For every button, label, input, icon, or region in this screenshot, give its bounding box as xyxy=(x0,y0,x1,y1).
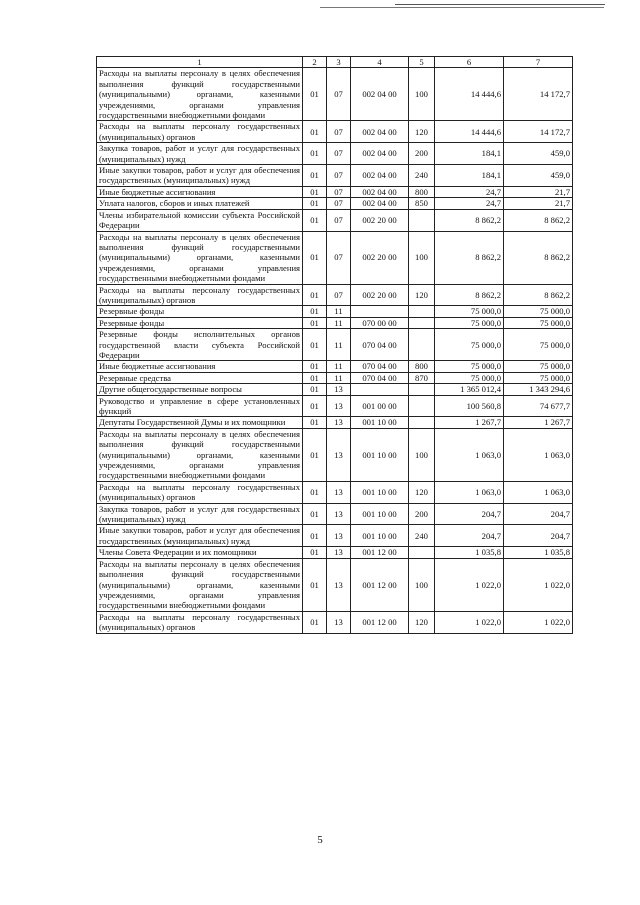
subsection-code-cell: 07 xyxy=(327,121,351,143)
amount-col7-cell: 1 022,0 xyxy=(504,611,573,633)
table-row xyxy=(97,306,573,317)
expense-type-cell: 100 xyxy=(409,231,435,284)
target-article-cell: 002 04 00 xyxy=(351,143,409,165)
subsection-code-cell: 11 xyxy=(327,361,351,372)
section-code-cell: 01 xyxy=(303,611,327,633)
table-row xyxy=(97,372,573,383)
target-article-cell: 001 12 00 xyxy=(351,611,409,633)
subsection-code-cell: 07 xyxy=(327,68,351,121)
table-header-row xyxy=(97,57,573,68)
section-code-cell: 01 xyxy=(303,121,327,143)
target-article-cell: 002 04 00 xyxy=(351,121,409,143)
section-code-cell: 01 xyxy=(303,284,327,306)
subsection-code-cell: 07 xyxy=(327,284,351,306)
amount-col7-cell: 8 862,2 xyxy=(504,284,573,306)
row-name-cell: Резервные фонды исполнительных органов государственной власти субъекта Российской Федерации xyxy=(97,329,303,361)
row-name-cell: Иные закупки товаров, работ и услуг для обеспечения государственных (муниципальных) нужд xyxy=(97,165,303,187)
table-row xyxy=(97,558,573,611)
row-name-cell: Расходы на выплаты персоналу в целях обеспечения выполнения функций государственными (муниципальными) органами, казенными учреждениями, органами управления государственными внебюджетными фондами xyxy=(97,231,303,284)
subsection-code-cell: 13 xyxy=(327,503,351,525)
target-article-cell: 002 04 00 xyxy=(351,68,409,121)
expense-type-cell: 120 xyxy=(409,284,435,306)
section-code-cell: 01 xyxy=(303,306,327,317)
table-row xyxy=(97,503,573,525)
amount-col6-cell: 14 444,6 xyxy=(435,68,504,121)
expense-type-cell: 120 xyxy=(409,611,435,633)
amount-col6-cell: 1 267,7 xyxy=(435,417,504,428)
amount-col7-cell: 21,7 xyxy=(504,198,573,209)
subsection-code-cell: 13 xyxy=(327,558,351,611)
amount-col6-cell: 1 365 012,4 xyxy=(435,384,504,395)
subsection-code-cell: 13 xyxy=(327,384,351,395)
amount-col6-cell: 1 063,0 xyxy=(435,428,504,481)
row-name-cell: Члены избирательной комиссии субъекта Российской Федерации xyxy=(97,209,303,231)
amount-col7-cell: 75 000,0 xyxy=(504,329,573,361)
amount-col6-cell: 1 022,0 xyxy=(435,558,504,611)
amount-col7-cell: 14 172,7 xyxy=(504,68,573,121)
table-row xyxy=(97,384,573,395)
row-name-cell: Расходы на выплаты персоналу в целях обеспечения выполнения функций государственными (муниципальными) органами, казенными учреждениями, органами управления государственными внебюджетными фондами xyxy=(97,428,303,481)
target-article-cell: 002 04 00 xyxy=(351,165,409,187)
amount-col7-cell: 459,0 xyxy=(504,143,573,165)
table-row xyxy=(97,198,573,209)
page-number: 5 xyxy=(317,834,323,846)
section-code-cell: 01 xyxy=(303,417,327,428)
row-name-cell: Руководство и управление в сфере установленных функций xyxy=(97,395,303,417)
table-row xyxy=(97,329,573,361)
column-header: 2 xyxy=(303,57,327,68)
amount-col7-cell: 75 000,0 xyxy=(504,372,573,383)
section-code-cell: 01 xyxy=(303,143,327,165)
table-body xyxy=(97,68,573,633)
section-code-cell: 01 xyxy=(303,329,327,361)
subsection-code-cell: 07 xyxy=(327,209,351,231)
target-article-cell xyxy=(351,384,409,395)
amount-col6-cell: 1 063,0 xyxy=(435,481,504,503)
amount-col7-cell: 74 677,7 xyxy=(504,395,573,417)
table-row xyxy=(97,547,573,558)
table-row xyxy=(97,525,573,547)
section-code-cell: 01 xyxy=(303,186,327,197)
amount-col6-cell: 75 000,0 xyxy=(435,329,504,361)
table-row xyxy=(97,428,573,481)
subsection-code-cell: 13 xyxy=(327,547,351,558)
expense-type-cell: 800 xyxy=(409,186,435,197)
amount-col6-cell: 8 862,2 xyxy=(435,231,504,284)
target-article-cell: 001 10 00 xyxy=(351,525,409,547)
row-name-cell: Резервные фонды xyxy=(97,317,303,328)
table-row xyxy=(97,165,573,187)
section-code-cell: 01 xyxy=(303,384,327,395)
column-header: 1 xyxy=(97,57,303,68)
amount-col7-cell: 21,7 xyxy=(504,186,573,197)
subsection-code-cell: 13 xyxy=(327,417,351,428)
amount-col6-cell: 184,1 xyxy=(435,143,504,165)
row-name-cell: Расходы на выплаты персоналу государственных (муниципальных) органов xyxy=(97,121,303,143)
expense-type-cell: 240 xyxy=(409,525,435,547)
table-row xyxy=(97,209,573,231)
target-article-cell: 001 12 00 xyxy=(351,558,409,611)
table-row xyxy=(97,395,573,417)
row-name-cell: Другие общегосударственные вопросы xyxy=(97,384,303,395)
expense-type-cell xyxy=(409,547,435,558)
subsection-code-cell: 11 xyxy=(327,329,351,361)
amount-col6-cell: 75 000,0 xyxy=(435,361,504,372)
amount-col7-cell: 1 035,8 xyxy=(504,547,573,558)
expense-type-cell: 100 xyxy=(409,558,435,611)
target-article-cell: 002 20 00 xyxy=(351,231,409,284)
row-name-cell: Депутаты Государственной Думы и их помощники xyxy=(97,417,303,428)
row-name-cell: Расходы на выплаты персоналу в целях обеспечения выполнения функций государственными (муниципальными) органами, казенными учреждениями, органами управления государственными внебюджетными фондами xyxy=(97,68,303,121)
section-code-cell: 01 xyxy=(303,395,327,417)
subsection-code-cell: 13 xyxy=(327,428,351,481)
amount-col6-cell: 24,7 xyxy=(435,198,504,209)
target-article-cell: 070 04 00 xyxy=(351,361,409,372)
amount-col6-cell: 75 000,0 xyxy=(435,317,504,328)
section-code-cell: 01 xyxy=(303,372,327,383)
target-article-cell: 002 20 00 xyxy=(351,209,409,231)
table-row xyxy=(97,121,573,143)
amount-col6-cell: 8 862,2 xyxy=(435,284,504,306)
target-article-cell: 002 20 00 xyxy=(351,284,409,306)
row-name-cell: Иные бюджетные ассигнования xyxy=(97,361,303,372)
section-code-cell: 01 xyxy=(303,547,327,558)
target-article-cell: 002 04 00 xyxy=(351,198,409,209)
row-name-cell: Расходы на выплаты персоналу государственных (муниципальных) органов xyxy=(97,481,303,503)
amount-col6-cell: 1 035,8 xyxy=(435,547,504,558)
budget-table xyxy=(96,56,573,634)
subsection-code-cell: 07 xyxy=(327,165,351,187)
row-name-cell: Иные закупки товаров, работ и услуг для обеспечения государственных (муниципальных) нужд xyxy=(97,525,303,547)
table-row xyxy=(97,481,573,503)
row-name-cell: Резервные фонды xyxy=(97,306,303,317)
amount-col7-cell: 204,7 xyxy=(504,503,573,525)
amount-col7-cell: 1 343 294,6 xyxy=(504,384,573,395)
amount-col7-cell: 459,0 xyxy=(504,165,573,187)
table-row xyxy=(97,186,573,197)
table-row xyxy=(97,361,573,372)
expense-type-cell xyxy=(409,384,435,395)
expense-type-cell xyxy=(409,417,435,428)
subsection-code-cell: 13 xyxy=(327,481,351,503)
amount-col6-cell: 75 000,0 xyxy=(435,306,504,317)
expense-type-cell: 100 xyxy=(409,428,435,481)
expense-type-cell: 120 xyxy=(409,481,435,503)
target-article-cell: 001 10 00 xyxy=(351,503,409,525)
row-name-cell: Закупка товаров, работ и услуг для государственных (муниципальных) нужд xyxy=(97,143,303,165)
expense-type-cell: 800 xyxy=(409,361,435,372)
amount-col7-cell: 204,7 xyxy=(504,525,573,547)
subsection-code-cell: 07 xyxy=(327,231,351,284)
target-article-cell: 070 04 00 xyxy=(351,372,409,383)
expense-type-cell: 850 xyxy=(409,198,435,209)
amount-col7-cell: 1 267,7 xyxy=(504,417,573,428)
subsection-code-cell: 13 xyxy=(327,525,351,547)
amount-col7-cell: 8 862,2 xyxy=(504,209,573,231)
section-code-cell: 01 xyxy=(303,481,327,503)
target-article-cell: 070 04 00 xyxy=(351,329,409,361)
row-name-cell: Расходы на выплаты персоналу государственных (муниципальных) органов xyxy=(97,284,303,306)
target-article-cell: 001 10 00 xyxy=(351,417,409,428)
row-name-cell: Уплата налогов, сборов и иных платежей xyxy=(97,198,303,209)
column-header: 7 xyxy=(504,57,573,68)
amount-col6-cell: 100 560,8 xyxy=(435,395,504,417)
section-code-cell: 01 xyxy=(303,68,327,121)
amount-col7-cell: 75 000,0 xyxy=(504,306,573,317)
expense-type-cell: 100 xyxy=(409,68,435,121)
target-article-cell: 001 12 00 xyxy=(351,547,409,558)
row-name-cell: Резервные средства xyxy=(97,372,303,383)
row-name-cell: Члены Совета Федерации и их помощники xyxy=(97,547,303,558)
amount-col6-cell: 1 022,0 xyxy=(435,611,504,633)
section-code-cell: 01 xyxy=(303,165,327,187)
amount-col7-cell: 1 063,0 xyxy=(504,428,573,481)
header-rule xyxy=(395,4,605,5)
expense-type-cell: 200 xyxy=(409,143,435,165)
section-code-cell: 01 xyxy=(303,558,327,611)
amount-col7-cell: 8 862,2 xyxy=(504,231,573,284)
expense-type-cell: 870 xyxy=(409,372,435,383)
amount-col6-cell: 14 444,6 xyxy=(435,121,504,143)
target-article-cell: 001 10 00 xyxy=(351,481,409,503)
amount-col7-cell: 1 063,0 xyxy=(504,481,573,503)
section-code-cell: 01 xyxy=(303,428,327,481)
amount-col6-cell: 204,7 xyxy=(435,525,504,547)
section-code-cell: 01 xyxy=(303,231,327,284)
column-header: 4 xyxy=(351,57,409,68)
amount-col6-cell: 204,7 xyxy=(435,503,504,525)
expense-type-cell xyxy=(409,209,435,231)
expense-type-cell xyxy=(409,306,435,317)
subsection-code-cell: 11 xyxy=(327,372,351,383)
expense-type-cell xyxy=(409,329,435,361)
table-row xyxy=(97,143,573,165)
target-article-cell xyxy=(351,306,409,317)
row-name-cell: Закупка товаров, работ и услуг для государственных (муниципальных) нужд xyxy=(97,503,303,525)
subsection-code-cell: 07 xyxy=(327,143,351,165)
expense-type-cell: 200 xyxy=(409,503,435,525)
row-name-cell: Расходы на выплаты персоналу в целях обеспечения выполнения функций государственными (муниципальными) органами, казенными учреждениями, органами управления государственными внебюджетными фондами xyxy=(97,558,303,611)
header-rule-secondary xyxy=(320,7,604,8)
table-row xyxy=(97,317,573,328)
target-article-cell: 001 10 00 xyxy=(351,428,409,481)
amount-col7-cell: 14 172,7 xyxy=(504,121,573,143)
subsection-code-cell: 11 xyxy=(327,306,351,317)
subsection-code-cell: 13 xyxy=(327,611,351,633)
target-article-cell: 002 04 00 xyxy=(351,186,409,197)
table-row xyxy=(97,68,573,121)
amount-col7-cell: 75 000,0 xyxy=(504,317,573,328)
amount-col6-cell: 24,7 xyxy=(435,186,504,197)
section-code-cell: 01 xyxy=(303,317,327,328)
column-header: 5 xyxy=(409,57,435,68)
target-article-cell: 001 00 00 xyxy=(351,395,409,417)
row-name-cell: Расходы на выплаты персоналу государственных (муниципальных) органов xyxy=(97,611,303,633)
table-row xyxy=(97,231,573,284)
column-header: 6 xyxy=(435,57,504,68)
table-row xyxy=(97,417,573,428)
row-name-cell: Иные бюджетные ассигнования xyxy=(97,186,303,197)
expense-type-cell: 120 xyxy=(409,121,435,143)
subsection-code-cell: 13 xyxy=(327,395,351,417)
subsection-code-cell: 07 xyxy=(327,198,351,209)
amount-col7-cell: 1 022,0 xyxy=(504,558,573,611)
subsection-code-cell: 07 xyxy=(327,186,351,197)
expense-type-cell xyxy=(409,317,435,328)
section-code-cell: 01 xyxy=(303,525,327,547)
table-row xyxy=(97,611,573,633)
section-code-cell: 01 xyxy=(303,503,327,525)
expense-type-cell xyxy=(409,395,435,417)
expense-type-cell: 240 xyxy=(409,165,435,187)
target-article-cell: 070 00 00 xyxy=(351,317,409,328)
amount-col6-cell: 75 000,0 xyxy=(435,372,504,383)
subsection-code-cell: 11 xyxy=(327,317,351,328)
amount-col7-cell: 75 000,0 xyxy=(504,361,573,372)
column-header: 3 xyxy=(327,57,351,68)
amount-col6-cell: 184,1 xyxy=(435,165,504,187)
section-code-cell: 01 xyxy=(303,209,327,231)
section-code-cell: 01 xyxy=(303,198,327,209)
section-code-cell: 01 xyxy=(303,361,327,372)
table-row xyxy=(97,284,573,306)
amount-col6-cell: 8 862,2 xyxy=(435,209,504,231)
